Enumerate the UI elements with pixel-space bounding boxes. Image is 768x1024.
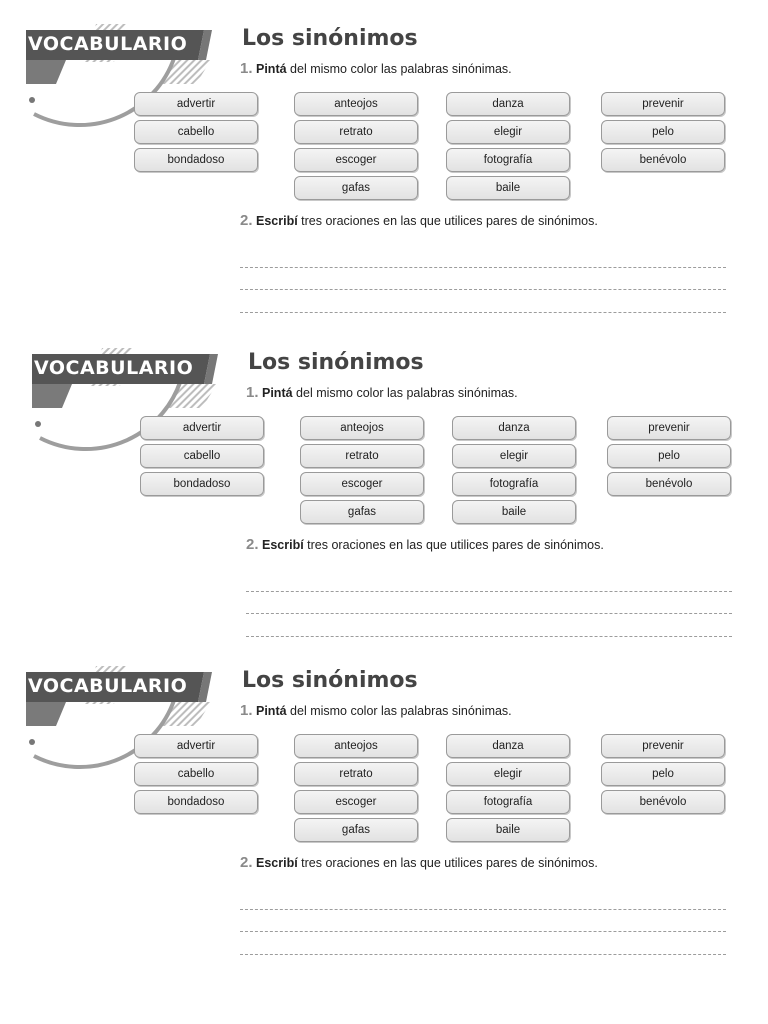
exercise-2-verb: Escribí <box>256 856 298 870</box>
word-grid <box>140 416 740 528</box>
word-box[interactable]: gafas <box>294 818 418 842</box>
word-box[interactable]: escoger <box>300 472 424 496</box>
word-box[interactable]: advertir <box>134 92 258 116</box>
exercise-2-number: 2. <box>240 212 253 229</box>
worksheet-copy <box>32 346 768 646</box>
word-box[interactable]: escoger <box>294 148 418 172</box>
exercise-2-number: 2. <box>240 854 253 871</box>
word-box[interactable]: retrato <box>300 444 424 468</box>
word-box[interactable]: benévolo <box>601 148 725 172</box>
word-box[interactable]: bondadoso <box>140 472 264 496</box>
answer-line[interactable] <box>246 591 732 592</box>
exercise-1-text: del mismo color las palabras sinónimas. <box>286 704 512 718</box>
word-box[interactable]: prevenir <box>601 92 725 116</box>
word-box[interactable]: cabello <box>134 120 258 144</box>
word-box[interactable]: anteojos <box>300 416 424 440</box>
word-box[interactable]: elegir <box>446 762 570 786</box>
exercise-2-instruction <box>240 212 598 229</box>
word-box[interactable]: retrato <box>294 762 418 786</box>
word-box[interactable]: advertir <box>134 734 258 758</box>
word-box[interactable]: danza <box>446 92 570 116</box>
exercise-1-number: 1. <box>240 60 253 77</box>
word-box[interactable]: bondadoso <box>134 790 258 814</box>
exercise-2-verb: Escribí <box>256 214 298 228</box>
exercise-2-text: tres oraciones en las que utilices pares de sinónimos. <box>303 538 604 552</box>
word-box[interactable]: elegir <box>446 120 570 144</box>
word-box[interactable]: elegir <box>452 444 576 468</box>
word-grid <box>134 734 734 846</box>
exercise-2-verb: Escribí <box>262 538 304 552</box>
word-box[interactable]: fotografía <box>452 472 576 496</box>
exercise-2-instruction <box>246 536 604 553</box>
word-box[interactable]: escoger <box>294 790 418 814</box>
worksheet-copy <box>26 22 766 322</box>
word-box[interactable]: prevenir <box>601 734 725 758</box>
exercise-1-number: 1. <box>240 702 253 719</box>
word-box[interactable]: fotografía <box>446 790 570 814</box>
word-box[interactable]: danza <box>452 416 576 440</box>
word-grid <box>134 92 734 204</box>
word-box[interactable]: bondadoso <box>134 148 258 172</box>
answer-line[interactable] <box>240 909 726 910</box>
page-title: Los sinónimos <box>248 350 424 375</box>
worksheet-copy <box>26 664 766 964</box>
answer-line[interactable] <box>246 613 732 614</box>
exercise-2-text: tres oraciones en las que utilices pares de sinónimos. <box>297 856 598 870</box>
badge-label: VOCABULARIO <box>28 33 188 55</box>
word-box[interactable]: pelo <box>607 444 731 468</box>
exercise-1-instruction <box>246 384 518 401</box>
word-box[interactable]: anteojos <box>294 92 418 116</box>
page-title: Los sinónimos <box>242 668 418 693</box>
exercise-2-number: 2. <box>246 536 259 553</box>
word-box[interactable]: pelo <box>601 120 725 144</box>
word-box[interactable]: baile <box>446 176 570 200</box>
word-box[interactable]: prevenir <box>607 416 731 440</box>
word-box[interactable]: benévolo <box>601 790 725 814</box>
badge-label: VOCABULARIO <box>34 357 194 379</box>
exercise-2-instruction <box>240 854 598 871</box>
exercise-1-text: del mismo color las palabras sinónimas. <box>286 62 512 76</box>
word-box[interactable]: cabello <box>134 762 258 786</box>
word-box[interactable]: fotografía <box>446 148 570 172</box>
word-box[interactable]: gafas <box>294 176 418 200</box>
answer-line[interactable] <box>246 636 732 637</box>
word-box[interactable]: benévolo <box>607 472 731 496</box>
word-box[interactable]: advertir <box>140 416 264 440</box>
word-box[interactable]: baile <box>452 500 576 524</box>
word-box[interactable]: gafas <box>300 500 424 524</box>
exercise-2-text: tres oraciones en las que utilices pares de sinónimos. <box>297 214 598 228</box>
word-box[interactable]: pelo <box>601 762 725 786</box>
word-box[interactable]: baile <box>446 818 570 842</box>
badge-label: VOCABULARIO <box>28 675 188 697</box>
exercise-1-verb: Pintá <box>262 386 293 400</box>
answer-line[interactable] <box>240 954 726 955</box>
exercise-1-instruction <box>240 702 512 719</box>
word-box[interactable]: retrato <box>294 120 418 144</box>
answer-line[interactable] <box>240 289 726 290</box>
exercise-1-text: del mismo color las palabras sinónimas. <box>292 386 518 400</box>
exercise-1-number: 1. <box>246 384 259 401</box>
exercise-1-instruction <box>240 60 512 77</box>
word-box[interactable]: danza <box>446 734 570 758</box>
word-box[interactable]: cabello <box>140 444 264 468</box>
word-box[interactable]: anteojos <box>294 734 418 758</box>
answer-line[interactable] <box>240 312 726 313</box>
exercise-1-verb: Pintá <box>256 704 287 718</box>
answer-line[interactable] <box>240 267 726 268</box>
page-title: Los sinónimos <box>242 26 418 51</box>
exercise-1-verb: Pintá <box>256 62 287 76</box>
answer-line[interactable] <box>240 931 726 932</box>
